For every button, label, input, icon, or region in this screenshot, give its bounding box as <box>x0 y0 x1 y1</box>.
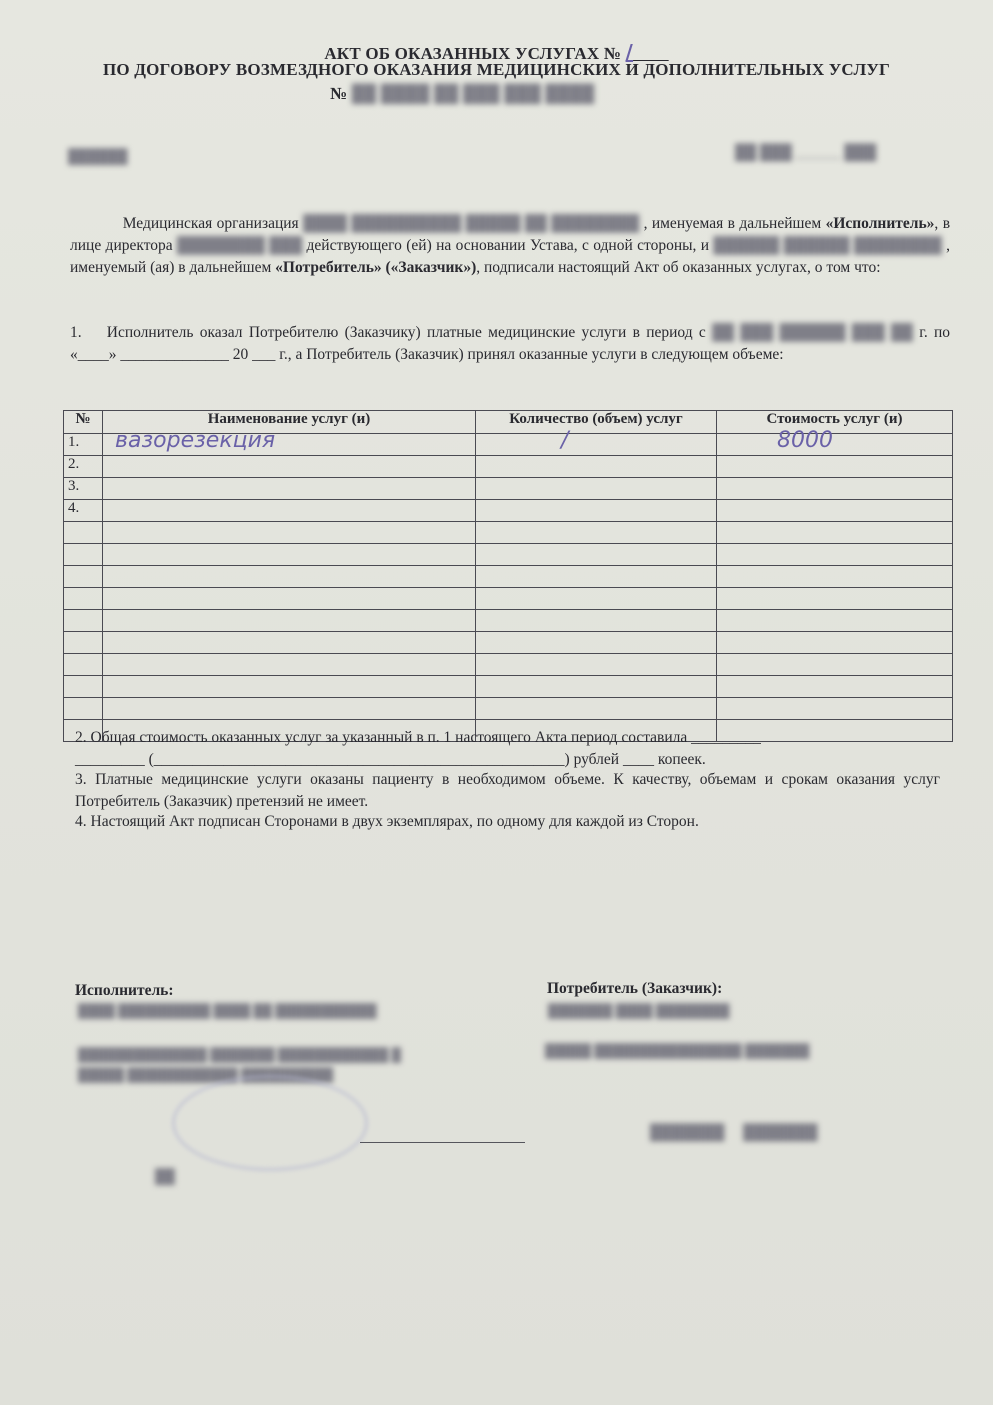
consumer-signature-redacted: ███████ ███████ <box>650 1125 818 1141</box>
doc-title: АКТ ОБ ОКАЗАННЫХ УСЛУГАХ № / <box>324 40 634 64</box>
act-number: / <box>625 40 634 64</box>
contract-number-redacted: ██ ████ ██ ███ ███ ████ <box>351 84 595 103</box>
table-row: 2. <box>64 456 953 478</box>
mp-redacted: ██ <box>155 1170 175 1185</box>
executor-details-redacted: ██████████████ ███████ ████████████ █ █████ ████████████ ██████████ <box>78 1047 401 1082</box>
table-row <box>64 632 953 654</box>
table-row: 3. <box>64 478 953 500</box>
table-row <box>64 544 953 566</box>
services-table <box>63 410 953 742</box>
table-row <box>64 654 953 676</box>
contract-number: № ██ ████ ██ ███ ███ ████ <box>330 84 595 103</box>
table-row: 1. вазорезекция / 8000 <box>64 434 953 456</box>
stamp-image <box>172 1075 368 1171</box>
executor-signature-title: Исполнитель: <box>75 982 174 999</box>
date-redacted: ██ ███ ______ ███ <box>735 145 877 161</box>
executor-name-redacted: ████ ██████████ ████ ██ ███████████ <box>78 1003 377 1018</box>
consumer-details-redacted: █████ ████████████████ ███████ <box>545 1043 810 1058</box>
city-redacted: ██████ <box>68 150 128 165</box>
clause-4: 4. Настоящий Акт подписан Сторонами в двух экземплярах, по одному для каждой из Сторон. <box>75 813 699 830</box>
table-row <box>64 522 953 544</box>
intro-paragraph: Медицинская организация ████ ██████████ █████ ██ ████████ , именуемая в дальнейшем «Исполнитель», в лице директора ████████ ███ действующего (ей) на основании Устава, с одной стороны, и ██████ ██████ ████████ , именуемый (ая) в дальнейшем «Потребитель» («Заказчик»), подписали настоящий Акт об оказанных услугах, о том что: <box>70 215 951 276</box>
table-row <box>64 588 953 610</box>
service-name-handwritten: вазорезекция <box>115 428 276 453</box>
col-header-service-name: Наименование услуг (и) <box>103 411 476 434</box>
table-row <box>64 610 953 632</box>
table-row <box>64 676 953 698</box>
consumer-name-redacted: ███████ ████ ████████ <box>548 1003 730 1018</box>
clause-2: 2. Общая стоимость оказанных услуг за указанный в п. 1 настоящего Акта период составила _________ _________ (_____________________________________________________) рублей ____ копеек. <box>75 729 761 768</box>
clause-1: 1. Исполнитель оказал Потребителю (Заказчику) платные медицинские услуги в период с ██ ███ ██████ ███ ██ г. по «____» ______________ 20 ___ г., а Потребитель (Заказчик) принял оказанные услуги в следующем объеме: <box>70 324 951 363</box>
table-row: 4. <box>64 500 953 522</box>
executor-signature-line <box>360 1142 525 1143</box>
col-header-number: № <box>64 411 103 434</box>
quantity-handwritten: / <box>561 428 569 453</box>
clause-3: 3. Платные медицинские услуги оказаны пациенту в необходимом объеме. К качеству, объемам и срокам оказания услуг Потребитель (Заказчик) претензий не имеет. <box>75 771 940 810</box>
col-header-quantity: Количество (объем) услуг <box>476 411 717 434</box>
cost-handwritten: 8000 <box>777 428 833 453</box>
col-header-cost: Стоимость услуг (и) <box>717 411 953 434</box>
table-row <box>64 698 953 720</box>
doc-subtitle: ПО ДОГОВОРУ ВОЗМЕЗДНОГО ОКАЗАНИЯ МЕДИЦИНСКИХ И ДОПОЛНИТЕЛЬНЫХ УСЛУГ <box>102 60 891 79</box>
table-row <box>64 566 953 588</box>
consumer-signature-title: Потребитель (Заказчик): <box>547 980 723 997</box>
